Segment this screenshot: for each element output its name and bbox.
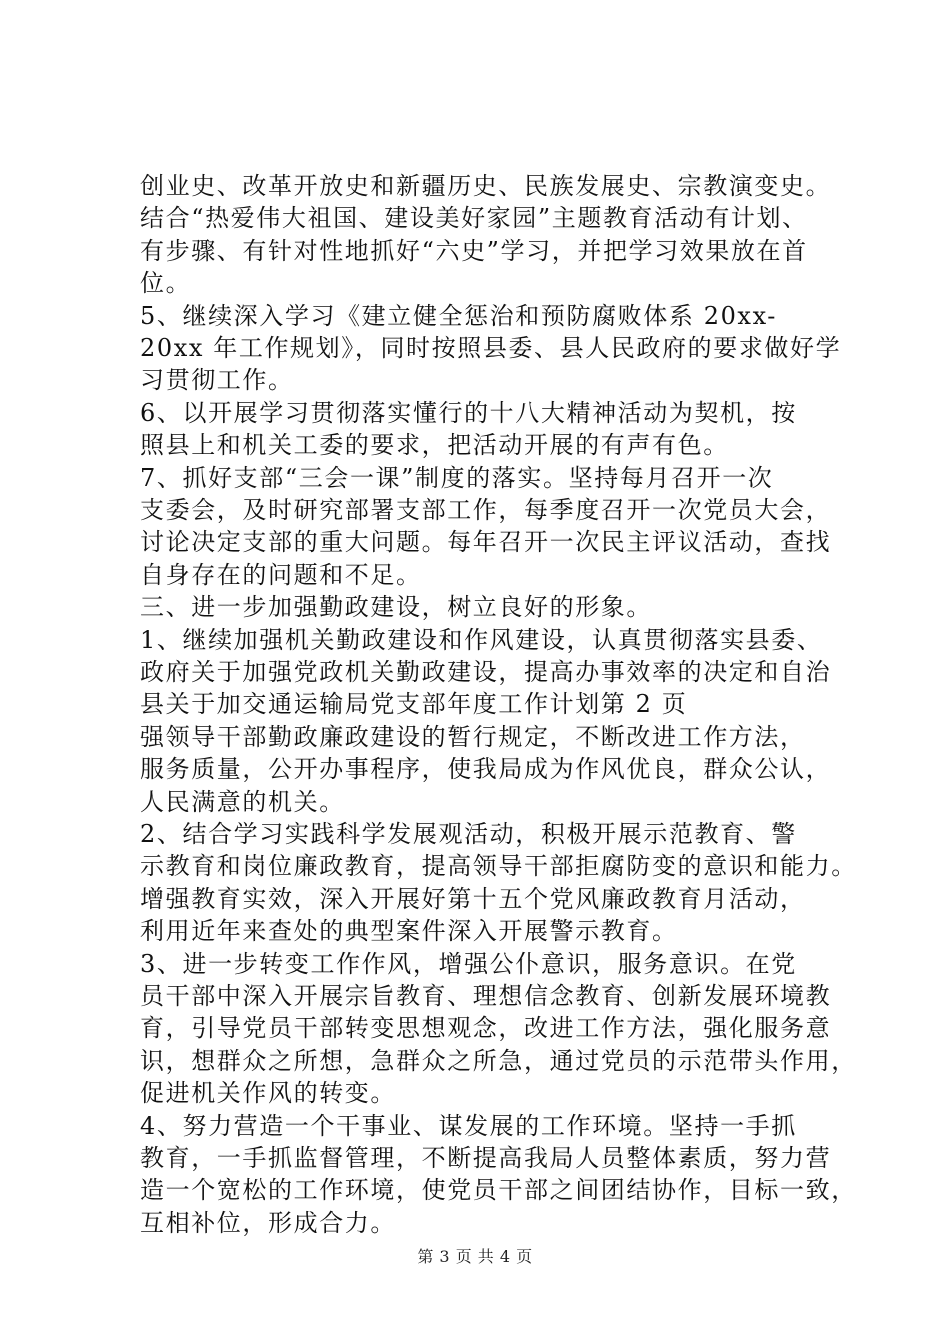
text-line: 4、努力营造一个干事业、谋发展的工作环境。坚持一手抓 bbox=[140, 1111, 797, 1140]
text-line: 识，想群众之所想，急群众之所急，通过党员的示范带头作用， bbox=[140, 1046, 857, 1075]
page-number-footer: 第 3 页 共 4 页 bbox=[417, 1247, 533, 1266]
text-line: 增强教育实效，深入开展好第十五个党风廉政教育月活动， bbox=[140, 884, 806, 913]
text-line: 教育，一手抓监督管理，不断提高我局人员整体素质，努力营 bbox=[140, 1144, 832, 1172]
section-heading: 三、进一步加强勤政建设，树立良好的形象。 bbox=[140, 593, 652, 622]
text-line: 政府关于加强党政机关勤政建设，提高办事效率的决定和自治 bbox=[140, 658, 832, 686]
text-line: 服务质量，公开办事程序，使我局成为作风优良，群众公认， bbox=[140, 755, 832, 784]
text-line: 2、结合学习实践科学发展观活动，积极开展示范教育、警 bbox=[140, 820, 797, 848]
text-line: 3、进一步转变工作作风，增强公仆意识，服务意识。在党 bbox=[140, 949, 797, 978]
text-line: 示教育和岗位廉政教育，提高领导干部拒腐防变的意识和能力。 bbox=[140, 852, 857, 881]
text-line: 7、抓好支部“三会一课”制度的落实。坚持每月召开一次 bbox=[140, 463, 774, 492]
text-line: 结合“热爱伟大祖国、建设美好家园”主题教育活动有计划、 bbox=[140, 204, 808, 233]
text-line: 1、继续加强机关勤政建设和作风建设，认真贯彻落实县委、 bbox=[140, 625, 823, 654]
text-line: 员干部中深入开展宗旨教育、理想信念教育、创新发展环境教 bbox=[140, 982, 832, 1010]
text-line: 利用近年来查处的典型案件深入开展警示教育。 bbox=[140, 917, 678, 946]
text-line: 造一个宽松的工作环境，使党员干部之间团结协作，目标一致， bbox=[140, 1176, 857, 1205]
text-line: 习贯彻工作。 bbox=[140, 366, 294, 395]
text-line: 位。 bbox=[140, 269, 192, 298]
text-line: 5、继续深入学习《建立健全惩治和预防腐败体系 20xx- bbox=[140, 301, 777, 330]
text-line: 强领导干部勤政廉政建设的暂行规定，不断改进工作方法， bbox=[140, 722, 806, 751]
text-line: 6、以开展学习贯彻落实懂行的十八大精神活动为契机，按 bbox=[140, 398, 797, 427]
text-line: 促进机关作风的转变。 bbox=[140, 1079, 396, 1108]
text-line: 20xx 年工作规划》，同时按照县委、县人民政府的要求做好学 bbox=[140, 334, 842, 362]
text-line: 讨论决定支部的重大问题。每年召开一次民主评议活动，查找 bbox=[140, 528, 832, 557]
text-line: 县关于加交通运输局党支部年度工作计划第 2 页 bbox=[140, 690, 688, 719]
text-line: 支委会，及时研究部署支部工作，每季度召开一次党员大会， bbox=[140, 496, 832, 524]
text-line: 人民满意的机关。 bbox=[140, 787, 345, 816]
text-line: 互相补位，形成合力。 bbox=[140, 1208, 396, 1237]
text-line: 创业史、改革开放史和新疆历史、民族发展史、宗教演变史。 bbox=[140, 172, 832, 200]
text-line: 自身存在的问题和不足。 bbox=[140, 560, 422, 589]
text-line: 育，引导党员干部转变思想观念，改进工作方法，强化服务意 bbox=[140, 1014, 832, 1043]
text-line: 照县上和机关工委的要求，把活动开展的有声有色。 bbox=[140, 431, 729, 460]
text-line: 有步骤、有针对性地抓好“六史”学习，并把学习效果放在首 bbox=[140, 236, 808, 265]
